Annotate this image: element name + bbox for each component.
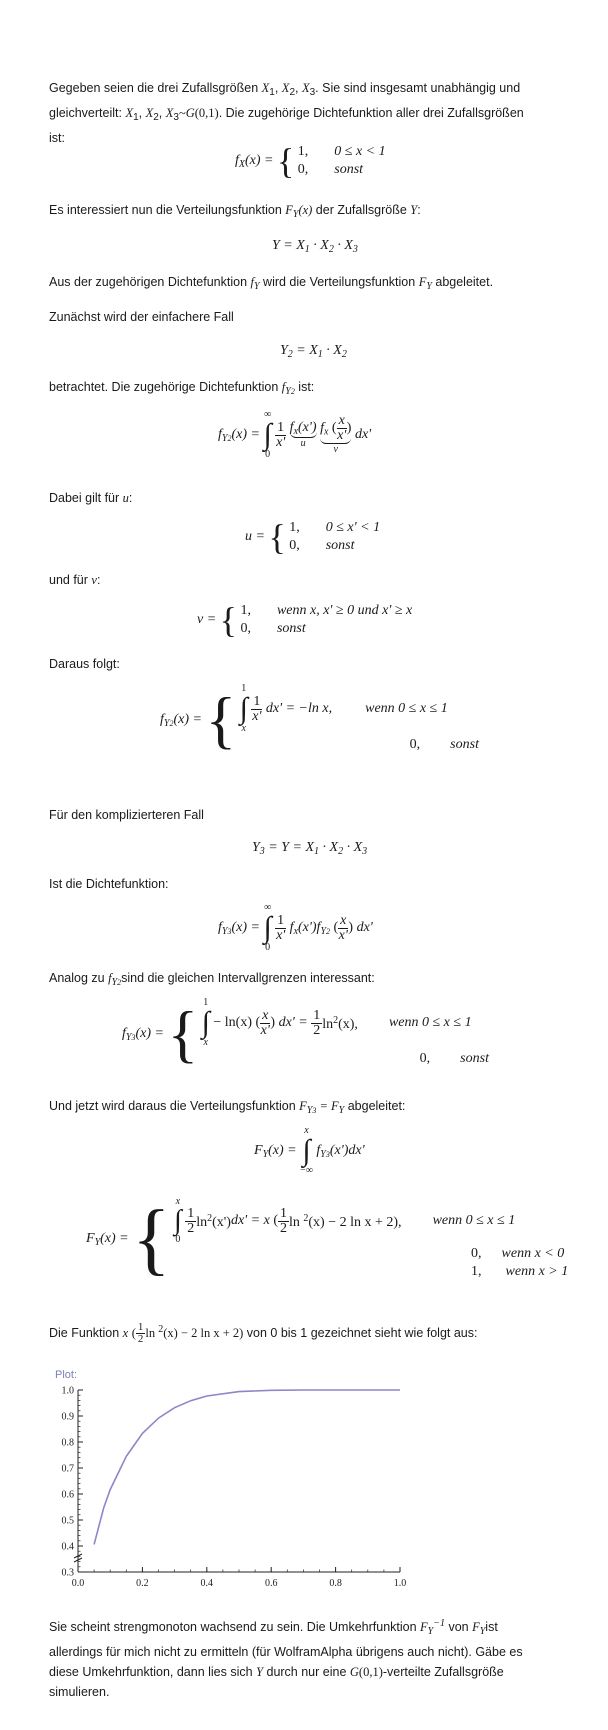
conclusion-line-1: Sie scheint strengmonoton wachsend zu sein. Die Umkehrfunktion $F_Y^{-1}$ von $F_Yist$ xyxy=(49,1618,498,1637)
x-tick-label: 0.4 xyxy=(200,1578,214,1589)
plot-curve xyxy=(94,1390,400,1544)
y-tick-label: 0.8 xyxy=(61,1437,74,1449)
density-paragraph: Ist die Dichtefunktion: xyxy=(49,877,169,891)
follows-paragraph: Daraus folgt: xyxy=(49,657,120,671)
y3-definition: $Y_3 = Y = X_1 \cdot X_2 \cdot X_3$ xyxy=(252,840,368,857)
density-fx-formula: $f_X(x)$ = { 1, 0 ≤ x < 1 0, sonst xyxy=(235,141,386,181)
first-case-paragraph: Zunächst wird der einfachere Fall xyxy=(49,310,234,324)
conclusion-line-3: diese Umkehrfunktion, dann lies sich Y durch nur eine G(0,1)-verteilte Zufallsgröße xyxy=(49,1665,504,1679)
v-definition: v = { 1, wenn x, x' ≥ 0 und x' ≥ x 0, sonst xyxy=(197,600,413,640)
function-plot xyxy=(50,1380,410,1600)
intro-paragraph xyxy=(49,78,589,148)
v-intro-paragraph: und für v: xyxy=(49,573,101,587)
plot-label: Plot: xyxy=(55,1369,78,1381)
intro-line-1: Gegeben seien die drei Zufallsgrößen $X_1$, $X_2$, $X_3$. Sie sind insgesamt unabhängig und xyxy=(49,81,521,98)
Fy-result-formula: $F_Y(x)$ = { x ∫ 0 $\frac{1}{2}$ $\ln^2(x')dx' = x$ ( $\frac{1}{2}$ ln $^2$(x) − 2 ln x + 2), wenn 0 ≤ x ≤ 1 0, wenn x < 0 1, wenn x > 1 xyxy=(86,1195,569,1283)
now-paragraph: Und jetzt wird daraus die Verteilungsfunktion $F_{Y3} = F_Y$ abgeleitet: xyxy=(49,1099,406,1116)
considered-paragraph: betrachtet. Die zugehörige Dichtefunktion $f_{Y2}$ ist: xyxy=(49,380,315,397)
fy2-integral-formula: $f_{Y2}(x)$ = ∞ ∫ 0 $\frac{1}{x'}$ $f_x(x')$ u $f_x$ ( $\frac{x}{x'}$ ) v dx' xyxy=(218,409,372,460)
analog-paragraph: Analog zu $f_{Y2}\sin d$ die gleichen Intervallgrenzen interessant: xyxy=(49,971,375,988)
y-tick-label: 0.7 xyxy=(61,1463,74,1475)
y-tick-label: 0.4 xyxy=(61,1541,74,1553)
fy3-integral-formula: $f_{Y3}(x)$ = ∞ ∫ 0 $\frac{1}{x'}$ $f_x(x')f_{Y2}$ ( $\frac{x}{x'}$ ) dx' xyxy=(218,902,373,953)
u-definition: u = { 1, 0 ≤ x' < 1 0, sonst xyxy=(245,517,381,557)
conclusion-paragraph xyxy=(49,1614,589,1702)
y-tick-label: 1.0 xyxy=(61,1385,74,1397)
y-tick-label: 0.3 xyxy=(61,1567,74,1579)
y-tick-label: 0.6 xyxy=(61,1489,74,1501)
complex-paragraph: Für den komplizierteren Fall xyxy=(49,808,204,822)
x-tick-label: 1.0 xyxy=(393,1578,407,1589)
fy3-result-formula: $f_{Y3}(x)$ = { 1 ∫ x − ln(x) ( $\frac{x}{x'}$ ) dx' = $\frac{1}{2}$ $\ln^2(x)$, wenn 0 ≤ x ≤ 1 0, sonst xyxy=(122,997,489,1069)
x-tick-label: 0.2 xyxy=(136,1578,149,1589)
intro-line-3: ist: xyxy=(49,131,65,145)
intro-line-2: gleichverteilt: $X_1$, $X_2$, $X_3\sim G(0,1)$. Die zugehörige Dichtefunktion aller drei Zufallsgrößen xyxy=(49,106,524,123)
u-intro-paragraph: Dabei gilt für u: xyxy=(49,491,133,505)
derive-paragraph: Aus der zugehörigen Dichtefunktion $f_Y$ wird die Verteilungsfunktion $F_Y$ abgeleitet. xyxy=(49,275,494,292)
x-tick-label: 0.0 xyxy=(71,1578,85,1589)
y-tick-label: 0.5 xyxy=(61,1515,74,1527)
Fy-integral-formula: $F_Y(x)$ = x ∫ −∞ $f_{Y3}(x')dx'$ xyxy=(254,1125,365,1176)
conclusion-line-4: simulieren. xyxy=(49,1685,110,1699)
x-tick-label: 0.6 xyxy=(264,1578,278,1589)
conclusion-line-2: allerdings für mich nicht zu ermitteln (für WolframAlpha übrigens auch nicht). Gäbe es xyxy=(49,1645,523,1659)
plot-intro-paragraph: Die Funktion x ( $\frac{1}{2}$ ln $^2$(x) − 2 ln x + 2) von 0 bis 1 gezeichnet sieht wie folgt aus: xyxy=(49,1321,478,1346)
interest-paragraph: Es interessiert nun die Verteilungsfunktion $F_Y(x)$ der Zufallsgröße Y: xyxy=(49,203,421,220)
y2-definition: $Y_2 = X_1 \cdot X_2$ xyxy=(280,343,347,360)
x-tick-label: 0.8 xyxy=(329,1578,342,1589)
y-definition: $Y = X_1 \cdot X_2 \cdot X_3$ xyxy=(272,238,358,255)
fy2-result-formula: $f_{Y2}(x)$ = { 1 ∫ x $\frac{1}{x'}$ dx' = −ln x, wenn 0 ≤ x ≤ 1 0, sonst xyxy=(160,683,479,755)
y-tick-label: 0.9 xyxy=(61,1411,74,1423)
